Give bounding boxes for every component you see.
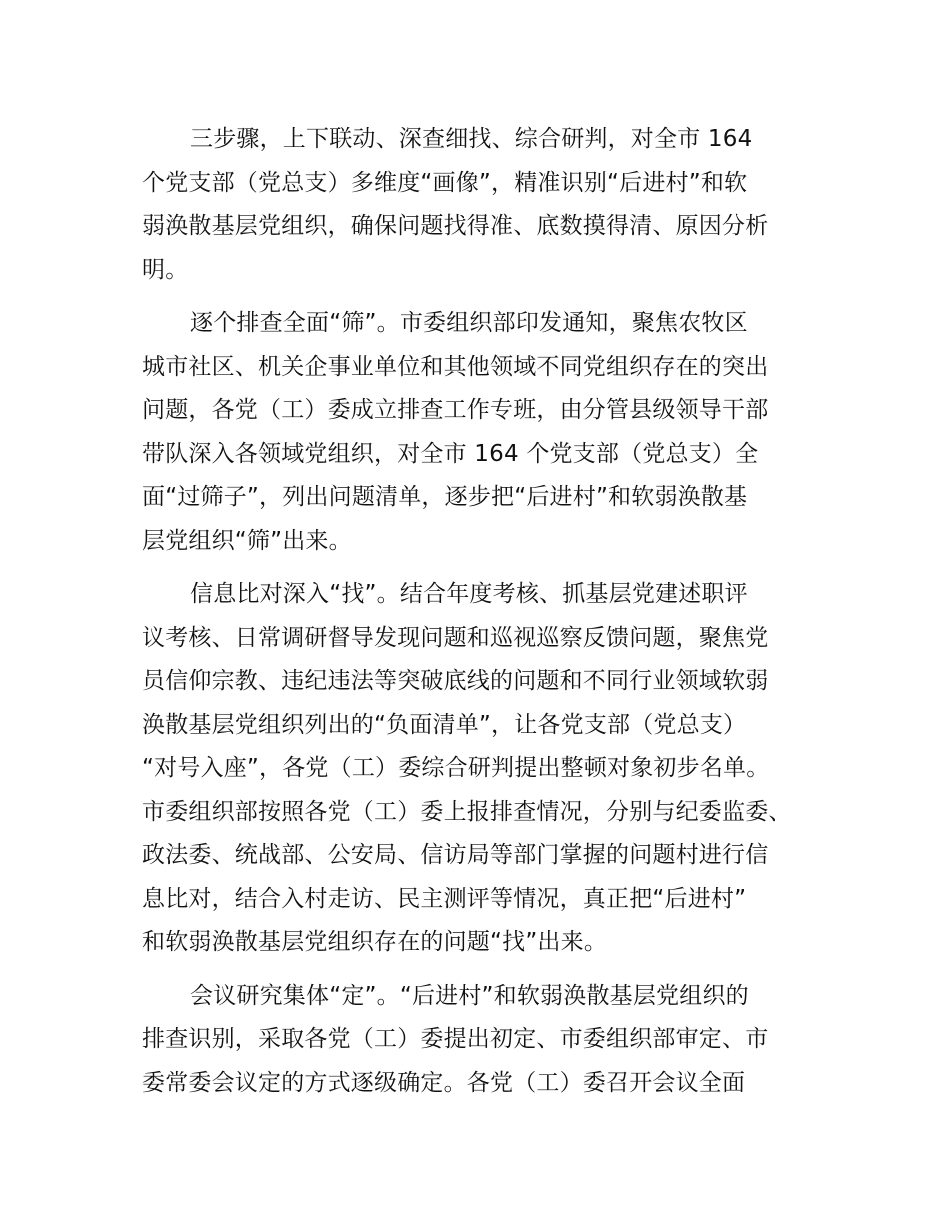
text-line: 三步骤，上下联动、深查细找、综合研判，对全市 164 <box>190 126 753 152</box>
paragraph-screening <box>142 302 822 563</box>
text-line: 城市社区、机关企事业单位和其他领域不同党组织存在的突出 <box>142 353 769 380</box>
text-line: 政法委、统战部、公安局、信访局等部门掌握的问题村进行信 <box>142 842 769 868</box>
text-line: 涣散基层党组织列出的“负面清单”，让各党支部（党总支） <box>142 711 747 738</box>
text-line: 逐个排查全面“筛”。市委组织部印发通知，聚焦农牧区 <box>190 310 748 336</box>
text-line: 个党支部（党总支）多维度“画像”，精准识别“后进村”和软 <box>142 169 748 196</box>
text-line: “对号入座”，各党（工）委综合研判提出整顿对象初步名单。 <box>142 755 770 781</box>
text-line: 议考核、日常调研督导发现问题和巡视巡察反馈问题，聚焦党 <box>142 624 769 651</box>
text-line: 面“过筛子”，列出问题清单，逐步把“后进村”和软弱涣散基 <box>142 484 748 510</box>
document-body <box>142 118 822 1115</box>
text-line: 带队深入各领域党组织，对全市 164 个党支部（党总支）全 <box>142 440 759 467</box>
text-line: 信息比对深入“找”。结合年度考核、抓基层党建述职评 <box>190 581 748 607</box>
text-line: 排查识别，采取各党（工）委提出初定、市委组织部审定、市 <box>142 1026 769 1052</box>
text-line: 和软弱涣散基层党组织存在的问题“找”出来。 <box>142 929 608 955</box>
paragraph-three-steps <box>142 118 822 292</box>
text-line: 层党组织“筛”出来。 <box>142 527 352 554</box>
text-line: 息比对，结合入村走访、民主测评等情况，真正把“后进村” <box>142 885 747 912</box>
text-line: 会议研究集体“定”。“后进村”和软弱涣散基层党组织的 <box>190 982 749 1009</box>
text-line: 委常委会议定的方式逐级确定。各党（工）委召开会议全面 <box>142 1069 746 1096</box>
text-line: 市委组织部按照各党（工）委上报排查情况，分别与纪委监委、 <box>142 798 792 825</box>
text-line: 问题，各党（工）委成立排查工作专班，由分管县级领导干部 <box>142 397 769 423</box>
text-line: 明。 <box>142 256 189 283</box>
text-line: 弱涣散基层党组织，确保问题找得准、底数摸得清、原因分析 <box>142 213 769 239</box>
text-line: 员信仰宗教、违纪违法等突破底线的问题和不同行业领域软弱 <box>142 668 769 694</box>
paragraph-meeting-decision <box>142 975 822 1106</box>
paragraph-information-comparison <box>142 573 822 965</box>
